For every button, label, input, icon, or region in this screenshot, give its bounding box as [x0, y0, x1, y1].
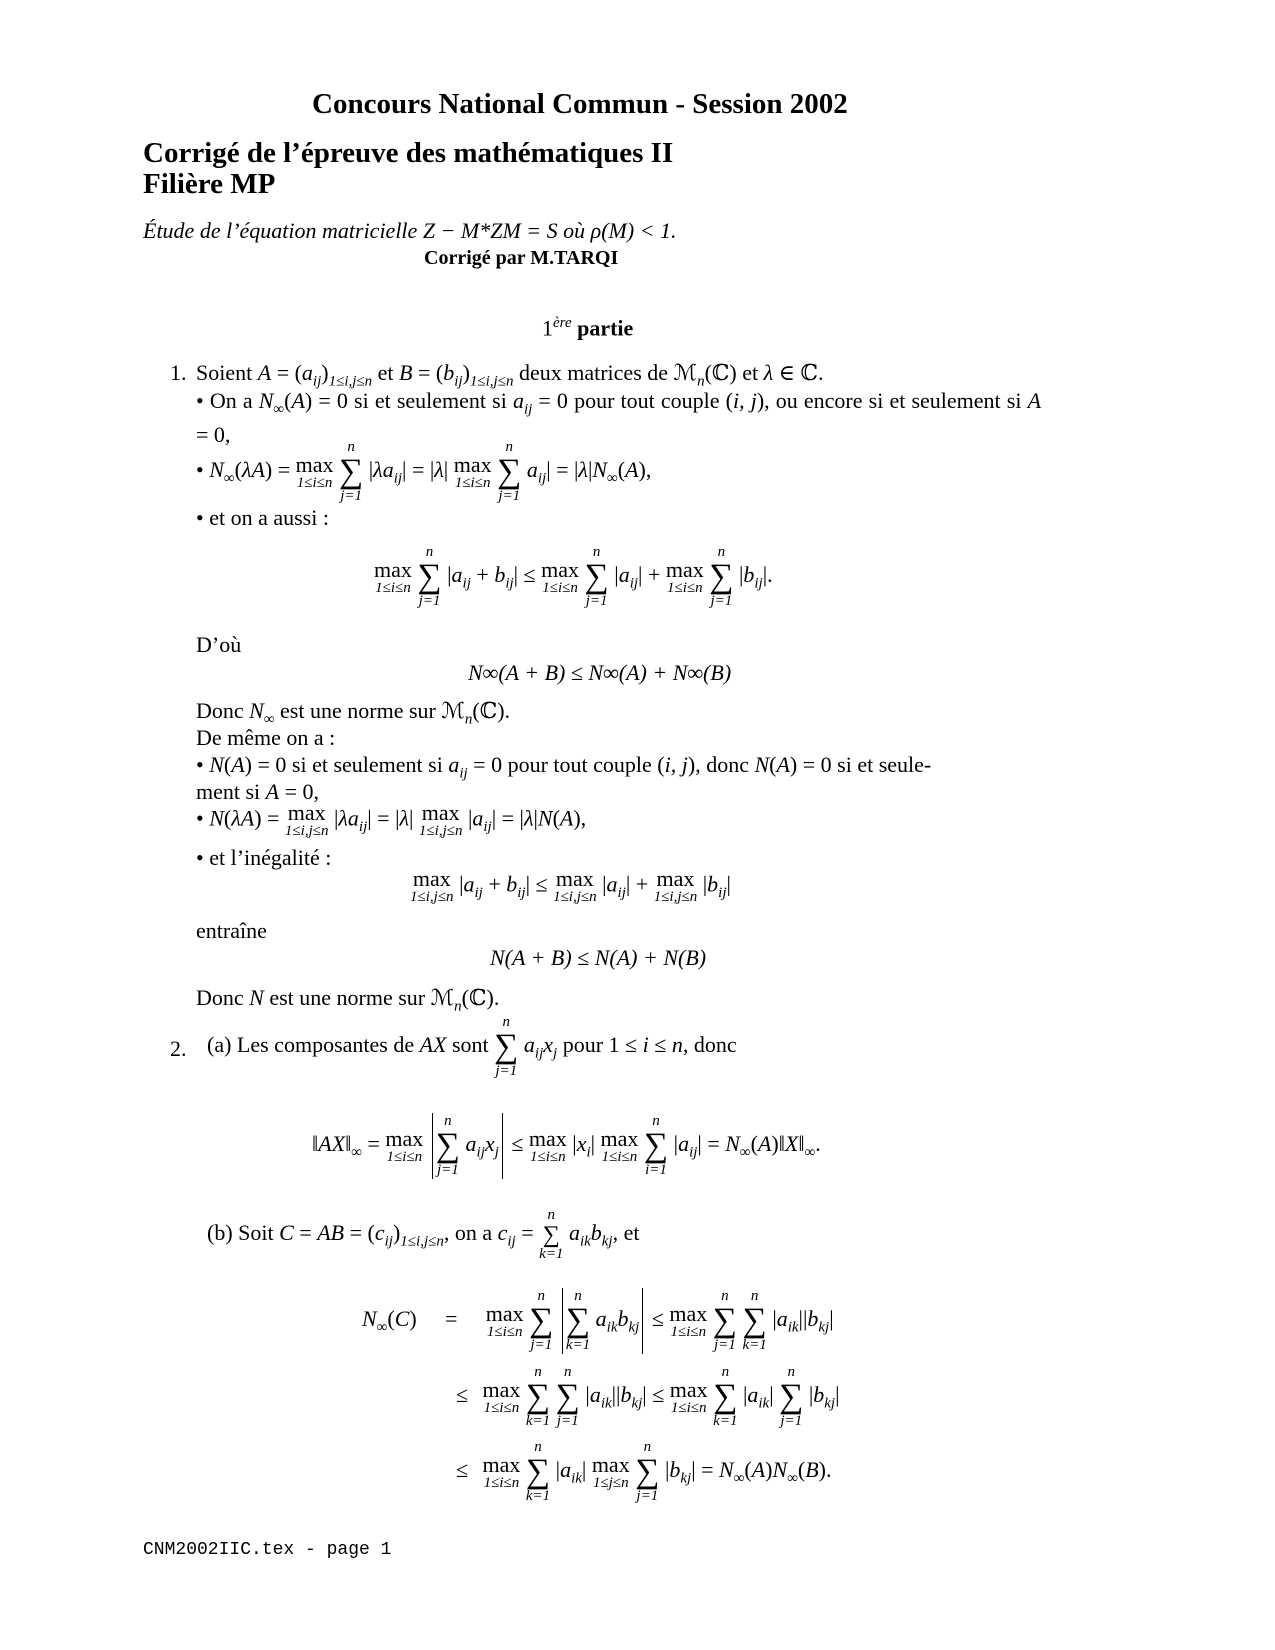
q1-de-meme: De même on a :: [196, 725, 336, 750]
subtitle-line-1: Corrigé de l’épreuve des mathématiques II: [143, 137, 674, 169]
subject-condition: ρ(M) < 1.: [590, 218, 677, 243]
q1-dou: D’où: [196, 632, 242, 657]
q1-max-inequality: max 1≤i,j≤n $|a_{ij} + b_{ij}|$ ≤ max 1≤i,j≤n $|a_{ij}|$ + max 1≤i,j≤n $|b_{ij}|$: [410, 866, 731, 905]
q1-donc-2: Donc N est une norme sur ℳ$_n$(ℂ).: [196, 985, 500, 1015]
q1-entraine: entraîne: [196, 918, 267, 943]
q1-number: 1.: [170, 360, 187, 385]
part-label: partie: [577, 315, 634, 341]
q2b-eq-line-3: ≤ max 1≤i≤n n ∑ k=1 $|a_{ik}|$ max 1≤j≤n n ∑ j=1 $|b_{kj}| = N_\infty(A)N_\infty(B)$.: [455, 1439, 832, 1504]
subtitle-line-2: Filière MP: [143, 168, 276, 200]
q2-number: 2.: [170, 1036, 187, 1061]
q2b-eq-line-1: $N_\infty(C)$ = max 1≤i≤n n ∑ j=1 n ∑ k=1 $a_{ik}b_{kj}$ ≤ max 1≤i≤n n ∑ j=1 n ∑ k=1 $|a_{ik}||b_{kj}|$: [362, 1288, 834, 1353]
q1-bullet-1: • On a $N_\infty(A) = 0$ si et seulement si $a_{ij} = 0$ pour tout couple (i, j), ou encore si et seulement si A = 0,: [196, 388, 1042, 448]
q1-intro: Soient $A = (a_{ij})_{1\le i,j\le n}$ et $B = (b_{ij})_{1\le i,j\le n}$ deux matrices de ℳ$_n$(ℂ) et λ ∈ ℂ.: [196, 360, 824, 390]
part-number: 1: [542, 315, 553, 341]
q1-n-bullet-2: • N(λA) = max 1≤i,j≤n $|\lambda a_{ij}| = |\lambda|$ max 1≤i,j≤n $|a_{ij}| = |\lambda|N(A)$,: [196, 800, 587, 839]
subject-equation: Z − M*ZM = S: [422, 218, 558, 243]
q2b-eq-line-2: ≤ max 1≤i≤n n ∑ k=1 n ∑ j=1 $|a_{ik}||b_{kj}|$ ≤ max 1≤i≤n n ∑ k=1 $|a_{ik}|$ n ∑ j=1 $|b_{kj}|$: [455, 1364, 840, 1429]
q1-n-bullet-3: • et l’inégalité :: [196, 845, 332, 870]
q1-donc-1: Donc $N_\infty$ est une norme sur ℳ$_n$(ℂ).: [196, 698, 511, 728]
part-heading: [542, 315, 633, 341]
q1-sum-inequality: max 1≤i≤n n ∑ j=1 $|a_{ij} + b_{ij}|$ ≤ max 1≤i≤n n ∑ j=1 $|a_{ij}|$ + max 1≤i≤n n ∑ j=1 $|b_{ij}|$.: [374, 544, 773, 609]
subject-line: [143, 218, 677, 244]
q1-ninf-inequality: N∞(A + B) ≤ N∞(A) + N∞(B): [468, 660, 732, 685]
author-line: Corrigé par M.TARQI: [424, 247, 619, 269]
q2a-norm-inequality: $‖AX‖_\infty$ = max 1≤i≤n n ∑ j=1 $a_{ij}x_j$ ≤ max 1≤i≤n $|x_i|$ max 1≤i≤n n ∑ i=1 $|a_{ij}|$ = $N_\infty(A)‖X‖_\infty$.: [312, 1113, 821, 1178]
subject-prefix: Étude de l’équation matricielle: [143, 218, 418, 243]
part-suffix: ère: [553, 315, 572, 331]
q2b-line: (b) Soit C = AB = $(c_{ij})_{1\le i,j\le n}$, on a $c_{ij}$ = n ∑ k=1 $a_{ik}b_{kj}$, et: [207, 1207, 640, 1262]
q1-n-bullet-1-cont: ment si A = 0,: [196, 779, 320, 804]
q1-n-bullet-1: • N(A) = 0 si et seulement si $a_{ij} = 0$ pour tout couple (i, j), donc N(A) = 0 si et seule-: [196, 752, 932, 782]
document-title: Concours National Commun - Session 2002: [312, 88, 848, 120]
subject-mid: où: [563, 218, 586, 243]
q2a-line: (a) Les composantes de AX sont n ∑ j=1 $a_{ij}x_j$ pour 1 ≤ i ≤ n, donc: [207, 1014, 737, 1079]
document-subtitle: [143, 138, 673, 200]
q1-n-inequality: N(A + B) ≤ N(A) + N(B): [490, 945, 707, 970]
q1-bullet-3: • et on a aussi :: [196, 505, 329, 530]
page-footer: CNM2002IIC.tex - page 1: [143, 1540, 392, 1560]
q1-bullet-2: • $N_\infty(\lambda A)$ = max 1≤i≤n n ∑ j=1 $|\lambda a_{ij}| = |\lambda|$ max 1≤i≤n n ∑ j=1 $a_{ij}| = |\lambda|N_\infty(A)$,: [196, 439, 652, 504]
